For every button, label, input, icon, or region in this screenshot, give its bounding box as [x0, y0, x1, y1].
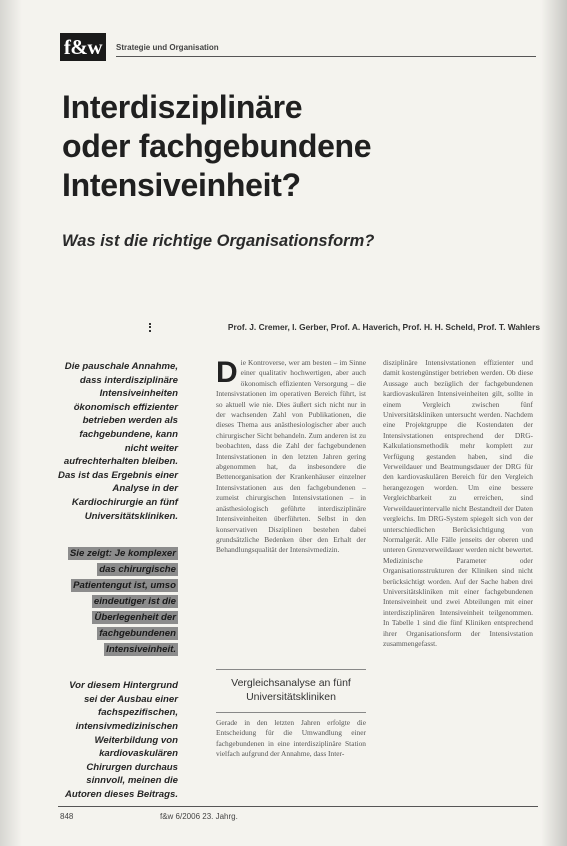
body-column-middle-lower: Gerade in den letzten Jahren erfolgte die Entscheidung für die Umwandlung einer fachgebundenen in eine interdisziplinäre Station vielfach aufgrund der Annahme, dass Inter- [216, 718, 366, 759]
scan-shadow-right [541, 0, 567, 846]
body-column-middle [216, 358, 366, 556]
scan-shadow-left [0, 0, 22, 846]
subheading-rule-bottom [216, 712, 366, 713]
drop-cap: D [216, 356, 238, 389]
footer-rule [58, 806, 538, 807]
lead-paragraph-2: Vor diesem Hintergrund sei der Ausbau einer fachspezifischen, intensivmedizinischen Weiterbildung von kardiovaskulären Chirurgen durchaus sinnvoll, meinen die Autoren dieses Beitrags. [64, 680, 178, 800]
lead-paragraph-1: Die pauschale Annahme, dass interdisziplinäre Intensiveinheiten ökonomisch effizienter betrieben werden als fachgebundene, kann nicht weiter aufrechterhalten bleiben. Das ist das Ergebnis einer Analyse in der Kardiochirurgie an fünf Universitätskliniken. [58, 361, 178, 522]
title-line-1: Interdisziplinäre [62, 89, 303, 125]
title-line-3: Intensiveinheit? [62, 167, 301, 203]
header-rule [116, 56, 536, 57]
lead-sidebar [56, 360, 178, 823]
author-list: Prof. J. Cremer, I. Gerber, Prof. A. Haverich, Prof. H. H. Scheld, Prof. T. Wahlers [227, 322, 540, 332]
article-title [62, 88, 502, 205]
subheading-rule-top [216, 669, 366, 670]
section-label: Strategie und Organisation [116, 43, 219, 52]
lead-highlight-block [56, 545, 178, 657]
lead-highlight: Sie zeigt: Je komplexer das chirurgische Patientengut ist, umso eindeutiger ist die Überlegenheit der fachgebundenen Intensiveinheit. [69, 548, 176, 656]
journal-issue: f&w 6/2006 23. Jahrg. [160, 812, 238, 821]
page-number: 848 [60, 812, 74, 821]
body-text-middle: ie Kontroverse, wer am besten – im Sinne einer qualitativ hochwertigen, aber auch ökonomisch effizienten Versorgung – die Intensivstationen im operativen Bereich führt, ist so aktuell wie nie. Dies äußert sich nicht nur in der wachsenden Zahl von Publikationen, die dieses Thema aus anästhesiologischer aber auch chirurgischer Sicht behandeln. Zum anderen ist zu beobachten, dass die Zahl der fachgebundenen Intensivstationen in den letzten Jahren gering abgenommen hat, da insbesondere die Bettenorganisation der Krankenhäuser einzelner Intensivstationen aus den fachgebundenen – zumeist chirurgischen Intensivstationen – in anästhesiologisch geführte interdisziplinäre Intensiveinheiten überführten. Selbst in den konservativen Disziplinen bestehen dabei grundsätzliche Bedenken über den Erhalt der Behandlungsqualität der Intensivmedizin. [216, 358, 366, 555]
body-column-right: disziplinäre Intensivstationen effizienter und damit kostengünstiger betrieben werden. Ob diese Aussage auch bezüglich der fachgebundenen kardiovaskulären Intensiveinheiten gilt, sollte in einem Vergleich zwischen fünf Universitätskliniken untersucht werden. Nachdem eine Projektgruppe die Kostendaten der Intensivstationen entsprechend der DRG-Kalkulationsmethodik mehr komplett zur Verfügung gestanden haben, sind die Verweildauer und Beatmungsdauer der DRG für den kardiovaskulären Bereich für den Vergleich herangezogen worden. Um eine bessere Vergleichbarkeit zu erreichen, sind Verweildauerintervalle nicht Bestandteil der Daten vergleichs. Im DRG-System spiegelt sich von der unterschiedlichen Berücksichtigung von Normalgerät. Alle Fälle jenseits der oberen und unteren Grenzverweildauer werden nicht bewertet. Medizinische Parameter oder Organisationsstrukturen der Kliniken sind nicht berücksichtigt worden. Auf der Sache haben drei Universitätskliniken mit einer fachgebundenen Intensiveinheit und zwei Abteilungen mit einer interdisziplinären Intensiveinheit teilgenommen. In Tabelle 1 sind die fünf Kliniken entsprechend ihrer Organisationsform der Intensivstation zusammengefasst. [383, 358, 533, 648]
journal-logo: f&w [60, 33, 106, 61]
subheading: Vergleichsanalyse an fünf Universitätskliniken [231, 677, 351, 703]
article-subtitle: Was ist die richtige Organisationsform? [62, 232, 375, 250]
title-line-2: oder fachgebundene [62, 128, 372, 164]
